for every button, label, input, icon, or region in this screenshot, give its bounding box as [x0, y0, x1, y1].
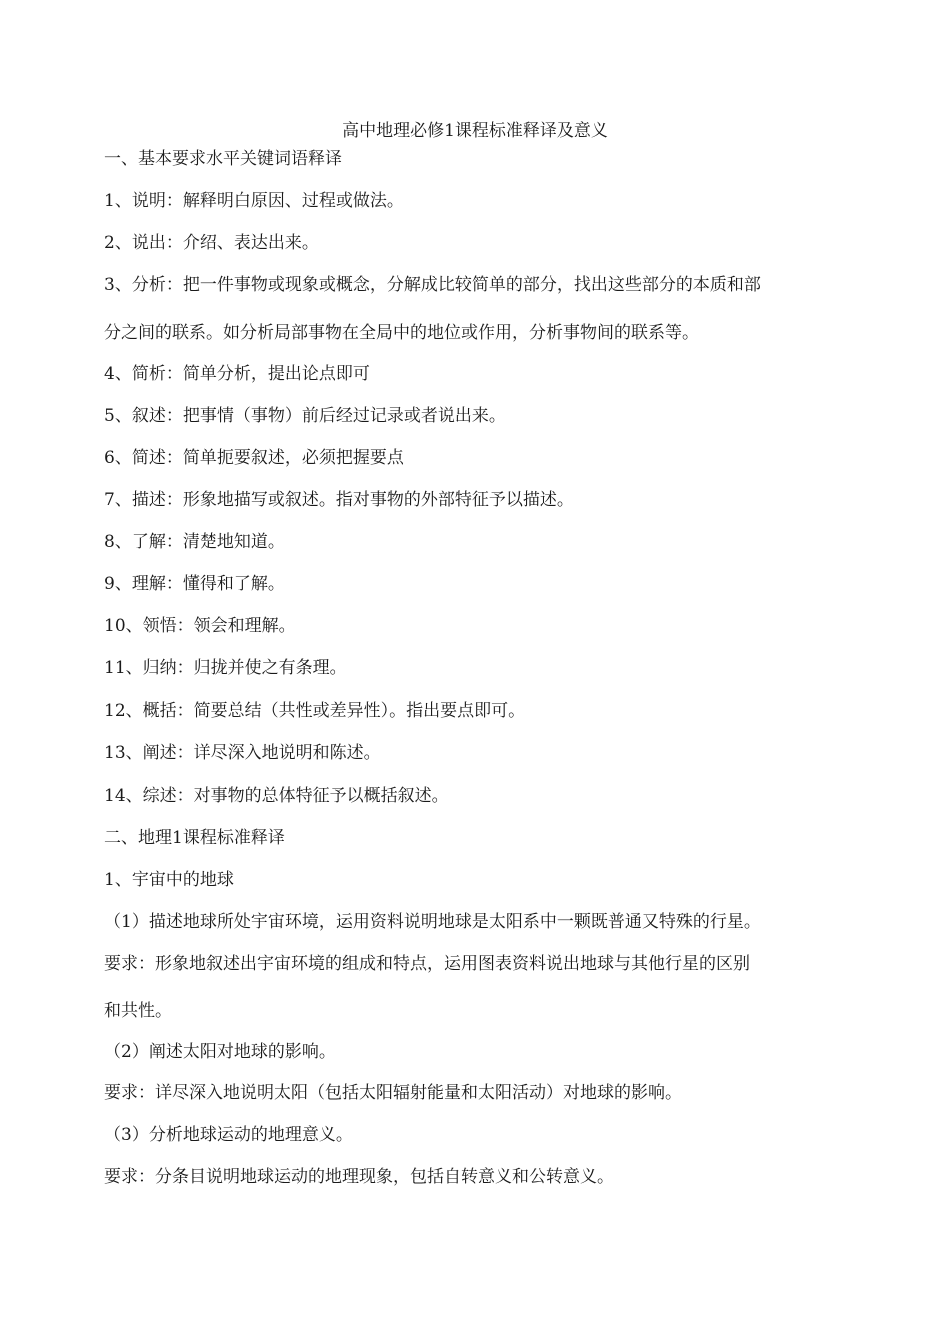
- paragraph-line: 11、归纳：归拢并使之有条理。: [104, 658, 347, 678]
- paragraph-line: 10、领悟：领会和理解。: [104, 616, 296, 636]
- paragraph-line: 4、简析：简单分析，提出论点即可: [104, 364, 370, 384]
- paragraph-line: 要求：详尽深入地说明太阳（包括太阳辐射能量和太阳活动）对地球的影响。: [104, 1083, 682, 1103]
- paragraph-line: 7、描述：形象地描写或叙述。指对事物的外部特征予以描述。: [104, 490, 574, 510]
- paragraph-line: 8、了解：清楚地知道。: [104, 532, 285, 552]
- document-title: 高中地理必修1课程标准释译及意义: [342, 121, 608, 141]
- section-heading-keywords: 一、基本要求水平关键词语释译: [104, 149, 342, 169]
- paragraph-line: 5、叙述：把事情（事物）前后经过记录或者说出来。: [104, 406, 506, 426]
- paragraph-line: （2）阐述太阳对地球的影响。: [104, 1042, 336, 1062]
- paragraph-line: 和共性。: [104, 1001, 172, 1021]
- paragraph-line: （3）分析地球运动的地理意义。: [104, 1125, 353, 1145]
- subsection-heading: 1、宇宙中的地球: [104, 870, 234, 890]
- paragraph-line: 9、理解：懂得和了解。: [104, 574, 285, 594]
- paragraph-line: 分之间的联系。如分析局部事物在全局中的地位或作用，分析事物间的联系等。: [104, 323, 699, 343]
- paragraph-line: 要求：形象地叙述出宇宙环境的组成和特点，运用图表资料说出地球与其他行星的区别: [104, 954, 750, 974]
- paragraph-line: 14、综述：对事物的总体特征予以概括叙述。: [104, 786, 449, 806]
- paragraph-line: 6、简述：简单扼要叙述，必须把握要点: [104, 448, 404, 468]
- paragraph-line: 2、说出：介绍、表达出来。: [104, 233, 319, 253]
- paragraph-line: 12、概括：简要总结（共性或差异性）。指出要点即可。: [104, 701, 526, 721]
- paragraph-line: 要求：分条目说明地球运动的地理现象，包括自转意义和公转意义。: [104, 1167, 614, 1187]
- section-heading-standards: 二、地理1课程标准释译: [104, 828, 285, 848]
- paragraph-line: 13、阐述：详尽深入地说明和陈述。: [104, 743, 381, 763]
- paragraph-line: （1）描述地球所处宇宙环境，运用资料说明地球是太阳系中一颗既普通又特殊的行星。: [104, 912, 761, 932]
- paragraph-line: 1、说明：解释明白原因、过程或做法。: [104, 191, 404, 211]
- paragraph-line: 3、分析：把一件事物或现象或概念，分解成比较简单的部分，找出这些部分的本质和部: [104, 275, 761, 295]
